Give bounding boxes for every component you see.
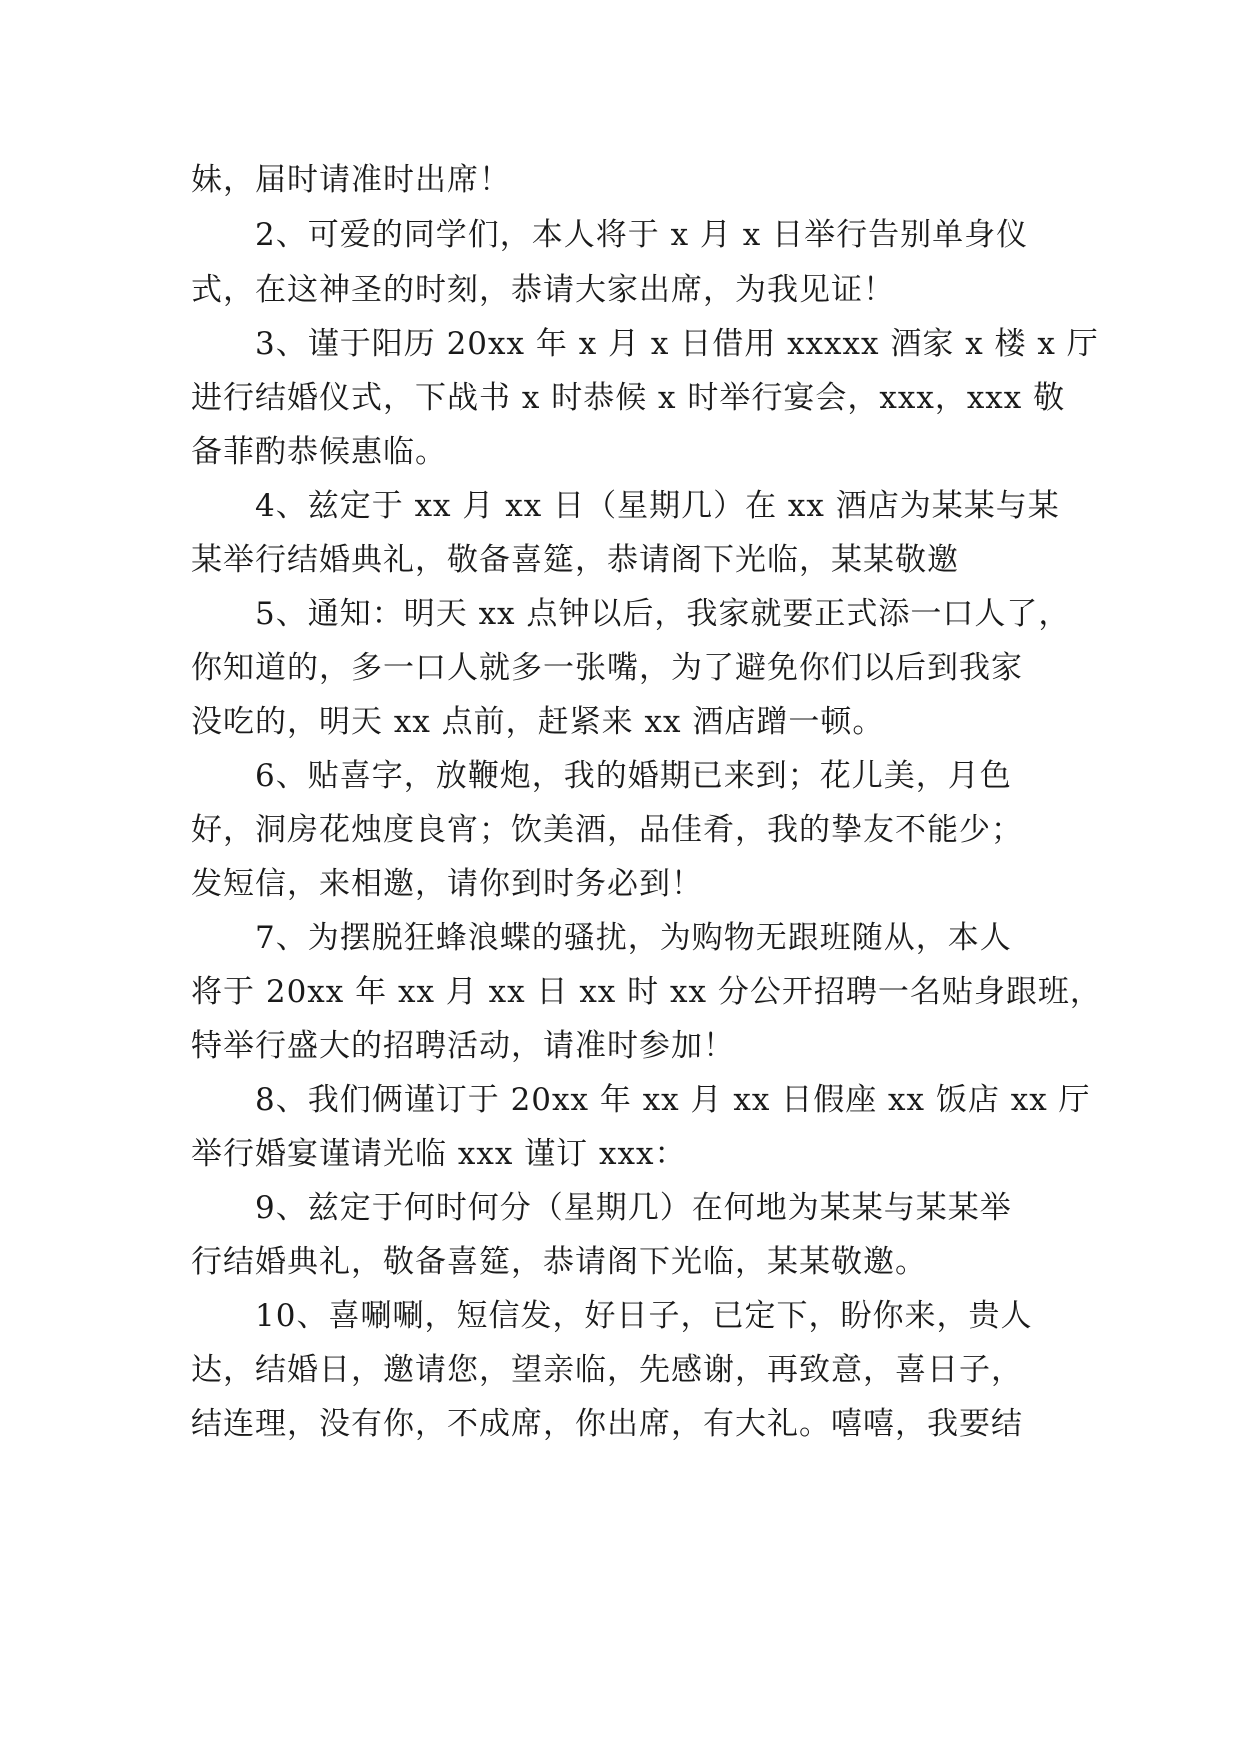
text-line: 行结婚典礼，敬备喜筵，恭请阁下光临，某某敬邀。	[191, 1244, 927, 1280]
text-line: 妹，届时请准时出席！	[191, 162, 511, 198]
text-line: 没吃的，明天 xx 点前，赶紧来 xx 酒店蹭一顿。	[191, 704, 885, 740]
text-line: 结连理，没有你，不成席，你出席，有大礼。嘻嘻，我要结	[191, 1406, 1023, 1442]
text-line: 某举行结婚典礼，敬备喜筵，恭请阁下光临，某某敬邀	[191, 542, 959, 578]
text-line: 达，结婚日，邀请您，望亲临，先感谢，再致意，喜日子，	[191, 1352, 1023, 1388]
text-line: 3、谨于阳历 20xx 年 x 月 x 日借用 xxxxx 酒家 x 楼 x 厅	[255, 326, 1099, 362]
text-line: 好，洞房花烛度良宵；饮美酒，品佳肴，我的挚友不能少；	[191, 812, 1023, 848]
text-line: 8、我们俩谨订于 20xx 年 xx 月 xx 日假座 xx 饭店 xx 厅	[255, 1082, 1091, 1118]
text-line: 将于 20xx 年 xx 月 xx 日 xx 时 xx 分公开招聘一名贴身跟班，	[191, 974, 1102, 1010]
text-line: 9、兹定于何时何分（星期几）在何地为某某与某某举	[255, 1190, 1012, 1226]
text-line: 7、为摆脱狂蜂浪蝶的骚扰，为购物无跟班随从，本人	[255, 920, 1012, 956]
text-line: 你知道的，多一口人就多一张嘴，为了避免你们以后到我家	[191, 650, 1023, 686]
text-line: 举行婚宴谨请光临 xxx 谨订 xxx：	[191, 1136, 687, 1172]
text-line: 特举行盛大的招聘活动，请准时参加！	[191, 1028, 735, 1064]
text-line: 备菲酌恭候惠临。	[191, 434, 447, 470]
text-line: 10、喜唰唰，短信发，好日子，已定下，盼你来，贵人	[255, 1298, 1033, 1334]
text-line: 5、通知：明天 xx 点钟以后，我家就要正式添一口人了，	[255, 596, 1071, 632]
text-line: 2、可爱的同学们，本人将于 x 月 x 日举行告别单身仪	[255, 217, 1029, 253]
text-line: 进行结婚仪式，下战书 x 时恭候 x 时举行宴会，xxx，xxx 敬	[191, 380, 1066, 416]
text-line: 发短信，来相邀，请你到时务必到！	[191, 866, 703, 902]
text-line: 6、贴喜字，放鞭炮，我的婚期已来到；花儿美，月色	[255, 758, 1012, 794]
text-line: 式，在这神圣的时刻，恭请大家出席，为我见证！	[191, 272, 895, 308]
text-line: 4、兹定于 xx 月 xx 日（星期几）在 xx 酒店为某某与某	[255, 488, 1060, 524]
